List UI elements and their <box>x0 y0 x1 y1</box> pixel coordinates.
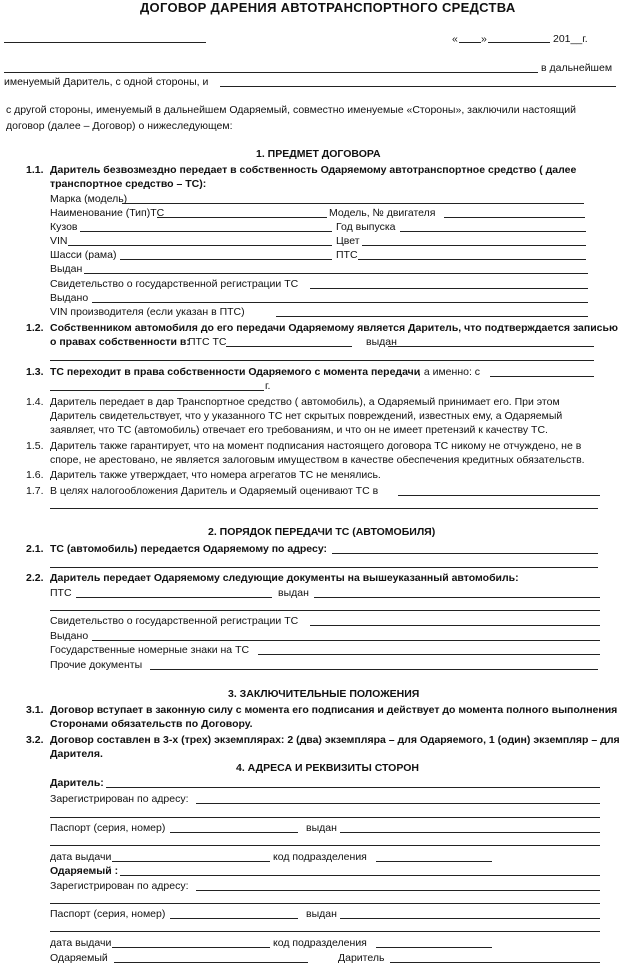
p32-l1: Договор составлен в 3-х (трех) экземплярах: 2 (два) экземпляра – для Одаряемого, 1 (один) экземпляр – для <box>50 734 620 746</box>
p12-num: 1.2. <box>26 322 44 334</box>
label-reg-cert: Свидетельство о государственной регистрации ТС <box>50 278 299 290</box>
p13-text2: , а именно: с <box>418 366 481 378</box>
donor-issued-label: выдан <box>306 822 337 834</box>
p14-l1: Даритель передает в дар Транспортное средство ( автомобиль), а Одаряемый принимает его. При этом <box>50 396 560 408</box>
p21-text: ТС (автомобиль) передается Одаряемому по адресу: <box>50 543 328 555</box>
label-brand: Марка (модель) <box>50 193 128 205</box>
section3-title: 3. ЗАКЛЮЧИТЕЛЬНЫЕ ПОЛОЖЕНИЯ <box>228 688 420 700</box>
brand-line[interactable] <box>122 203 584 204</box>
body-line[interactable] <box>80 231 332 232</box>
p16-num: 1.6. <box>26 469 44 481</box>
s2-label-other: Прочие документы <box>50 659 143 671</box>
recipient-issue-date-line[interactable] <box>112 947 270 948</box>
label-name: Наименование (Тип)ТС <box>50 207 165 219</box>
reg-cert-line[interactable] <box>310 288 588 289</box>
issued2-line[interactable] <box>92 302 588 303</box>
p32-num: 3.2. <box>26 734 44 746</box>
s2-pts-line[interactable] <box>76 597 272 598</box>
p11-text2: транспортное средство – ТС): <box>50 178 207 190</box>
p11-num: 1.1. <box>26 164 44 176</box>
intro-line3: с другой стороны, именуемый в дальнейшем Одаряемый, совместно именуемые «Стороны», заключили настоящий <box>6 104 577 116</box>
date-quote-close: » <box>481 33 487 45</box>
label-pts: ПТС <box>336 249 358 261</box>
label-engine: Модель, № двигателя <box>329 207 436 219</box>
recipient-label: Одаряемый : <box>50 865 119 877</box>
p12-pts: ПТС ТС <box>188 336 227 348</box>
city-line[interactable] <box>4 42 206 43</box>
s2-reg-cert-line[interactable] <box>310 625 600 626</box>
p17-value-line[interactable] <box>398 495 600 496</box>
sign-recipient-label: Одаряемый <box>50 952 108 964</box>
label-issued2: Выдано <box>50 292 89 304</box>
recipient-passport-label: Паспорт (серия, номер) <box>50 908 166 920</box>
recipient-passport-line[interactable] <box>170 918 298 919</box>
donor-issued-line[interactable] <box>340 832 600 833</box>
date-day-line[interactable] <box>459 42 481 43</box>
p31-l1: Договор вступает в законную силу с момента его подписания и действует до момента полного выполнения <box>50 704 618 716</box>
engine-line[interactable] <box>444 217 585 218</box>
donor-passport-label: Паспорт (серия, номер) <box>50 822 166 834</box>
s2-issued2-line[interactable] <box>92 640 600 641</box>
p22-text: Даритель передает Одаряемому следующие документы на вышеуказанный автомобиль: <box>50 572 519 584</box>
s2-label-plates: Государственные номерные знаки на ТС <box>50 644 250 656</box>
p12-extra-line[interactable] <box>50 360 594 361</box>
donor-registered-label: Зарегистрирован по адресу: <box>50 793 189 805</box>
donor-issue-date-label: дата выдачи <box>50 851 112 863</box>
date-month-line[interactable] <box>488 42 550 43</box>
label-vin-mfr: VIN производителя (если указан в ПТС) <box>50 306 245 318</box>
s2-label-pts: ПТС <box>50 587 72 599</box>
p22-num: 2.2. <box>26 572 44 584</box>
color-line[interactable] <box>362 245 586 246</box>
p12-pts-line[interactable] <box>226 346 352 347</box>
p17-text: В целях налогообложения Даритель и Одаряемый оценивают ТС в <box>50 485 379 497</box>
sign-donor-line[interactable] <box>390 962 600 963</box>
p15-l2: споре, не арестовано, не является залоговым имуществом в качестве обеспечения кредитных обязательств. <box>50 454 585 466</box>
chassis-line[interactable] <box>120 259 332 260</box>
label-year: Год выпуска <box>336 221 396 233</box>
p12-issued: выдан <box>366 336 397 348</box>
intro-donor-text: именуемый Даритель, с одной стороны, и <box>4 76 209 88</box>
recipient-dept-code-label: код подразделения <box>273 937 367 949</box>
p15-l1: Даритель также гарантирует, что на момент подписания настоящего договора ТС никому не отчуждено, не в <box>50 440 582 452</box>
issued-line[interactable] <box>84 273 588 274</box>
date-quote-open: « <box>452 33 458 45</box>
donor-registered-line[interactable] <box>196 803 600 804</box>
p17-num: 1.7. <box>26 485 44 497</box>
p14-l3: заявляет, что ТС (автомобиль) отвечает его требованиям, и что он не имеет претензий к качеству ТС. <box>50 424 548 436</box>
name-line[interactable] <box>157 217 327 218</box>
document-title: ДОГОВОР ДАРЕНИЯ АВТОТРАНСПОРТНОГО СРЕДСТВА <box>140 0 516 15</box>
s2-plates-line[interactable] <box>258 654 600 655</box>
s2-label-reg-cert: Свидетельство о государственной регистрации ТС <box>50 615 299 627</box>
recipient-issue-date-label: дата выдачи <box>50 937 112 949</box>
sign-donor-label: Даритель <box>338 952 385 964</box>
s2-issued-line2[interactable] <box>50 610 600 611</box>
p21-address-line2[interactable] <box>50 567 598 568</box>
p15-num: 1.5. <box>26 440 44 452</box>
s2-other-line[interactable] <box>150 669 598 670</box>
donor-passport-line[interactable] <box>170 832 298 833</box>
section4-title: 4. АДРЕСА И РЕКВИЗИТЫ СТОРОН <box>236 762 419 774</box>
p21-address-line[interactable] <box>332 553 598 554</box>
p11-text: Даритель безвозмездно передает в собственность Одаряемому автотранспортное средство ( далее <box>50 164 577 176</box>
p12-text: Собственником автомобиля до его передачи Одаряемому является Даритель, что подтверждается записью <box>50 322 618 334</box>
donor-issued-line2[interactable] <box>50 845 600 846</box>
p21-num: 2.1. <box>26 543 44 555</box>
label-chassis: Шасси (рама) <box>50 249 117 261</box>
donor-label: Даритель: <box>50 777 104 789</box>
s2-label-issued: выдан <box>278 587 309 599</box>
p17-value-line2[interactable] <box>50 508 598 509</box>
recipient-name-line[interactable] <box>220 86 616 87</box>
donor-dept-code-line[interactable] <box>376 861 492 862</box>
recipient-issued-line2[interactable] <box>50 931 600 932</box>
date-year: 201__г. <box>553 33 588 45</box>
p13-date-line2[interactable] <box>50 390 264 391</box>
section1-title: 1. ПРЕДМЕТ ДОГОВОРА <box>256 148 381 160</box>
intro-line4: договор (далее – Договор) о нижеследующем: <box>6 120 233 132</box>
p13-g: г. <box>265 380 271 392</box>
donor-dept-code-label: код подразделения <box>273 851 367 863</box>
donor-name-line[interactable] <box>4 72 538 73</box>
p12-issued-line[interactable] <box>388 346 594 347</box>
label-issued: Выдан <box>50 263 83 275</box>
donor-issue-date-line[interactable] <box>112 861 270 862</box>
p14-num: 1.4. <box>26 396 44 408</box>
s2-issued-line[interactable] <box>314 597 600 598</box>
vin-mfr-line[interactable] <box>276 316 588 317</box>
label-vin: VIN <box>50 235 68 247</box>
recipient-dept-code-line[interactable] <box>376 947 492 948</box>
p13-text: ТС переходит в права собственности Одаряемого с момента передачи <box>50 366 421 378</box>
recipient-line[interactable] <box>120 875 600 876</box>
year-line[interactable] <box>400 231 586 232</box>
vin-line[interactable] <box>68 245 332 246</box>
donor-line[interactable] <box>106 787 600 788</box>
p16-text: Даритель также утверждает, что номера агрегатов ТС не менялись. <box>50 469 381 481</box>
p13-num: 1.3. <box>26 366 44 378</box>
p13-date-line[interactable] <box>490 376 594 377</box>
recipient-issued-label: выдан <box>306 908 337 920</box>
recipient-issued-line[interactable] <box>340 918 600 919</box>
p32-l2: Дарителя. <box>50 748 103 760</box>
p12-text2: о правах собственности в: <box>50 336 190 348</box>
recipient-registered-label: Зарегистрирован по адресу: <box>50 880 189 892</box>
sign-recipient-line[interactable] <box>114 962 308 963</box>
label-body: Кузов <box>50 221 78 233</box>
recipient-registered-line[interactable] <box>196 890 600 891</box>
p31-l2: Сторонами обязательств по Договору. <box>50 718 253 730</box>
label-color: Цвет <box>336 235 360 247</box>
section2-title: 2. ПОРЯДОК ПЕРЕДАЧИ ТС (АВТОМОБИЛЯ) <box>208 526 436 538</box>
s2-label-issued2: Выдано <box>50 630 89 642</box>
p31-num: 3.1. <box>26 704 44 716</box>
recipient-registered-line2[interactable] <box>50 903 600 904</box>
pts-line[interactable] <box>358 259 586 260</box>
p14-l2: Даритель свидетельствует, что у указанного ТС нет скрытых повреждений, известных ему, а Одаряемый <box>50 410 563 422</box>
donor-registered-line2[interactable] <box>50 817 600 818</box>
intro-in-further: в дальнейшем <box>541 62 613 74</box>
